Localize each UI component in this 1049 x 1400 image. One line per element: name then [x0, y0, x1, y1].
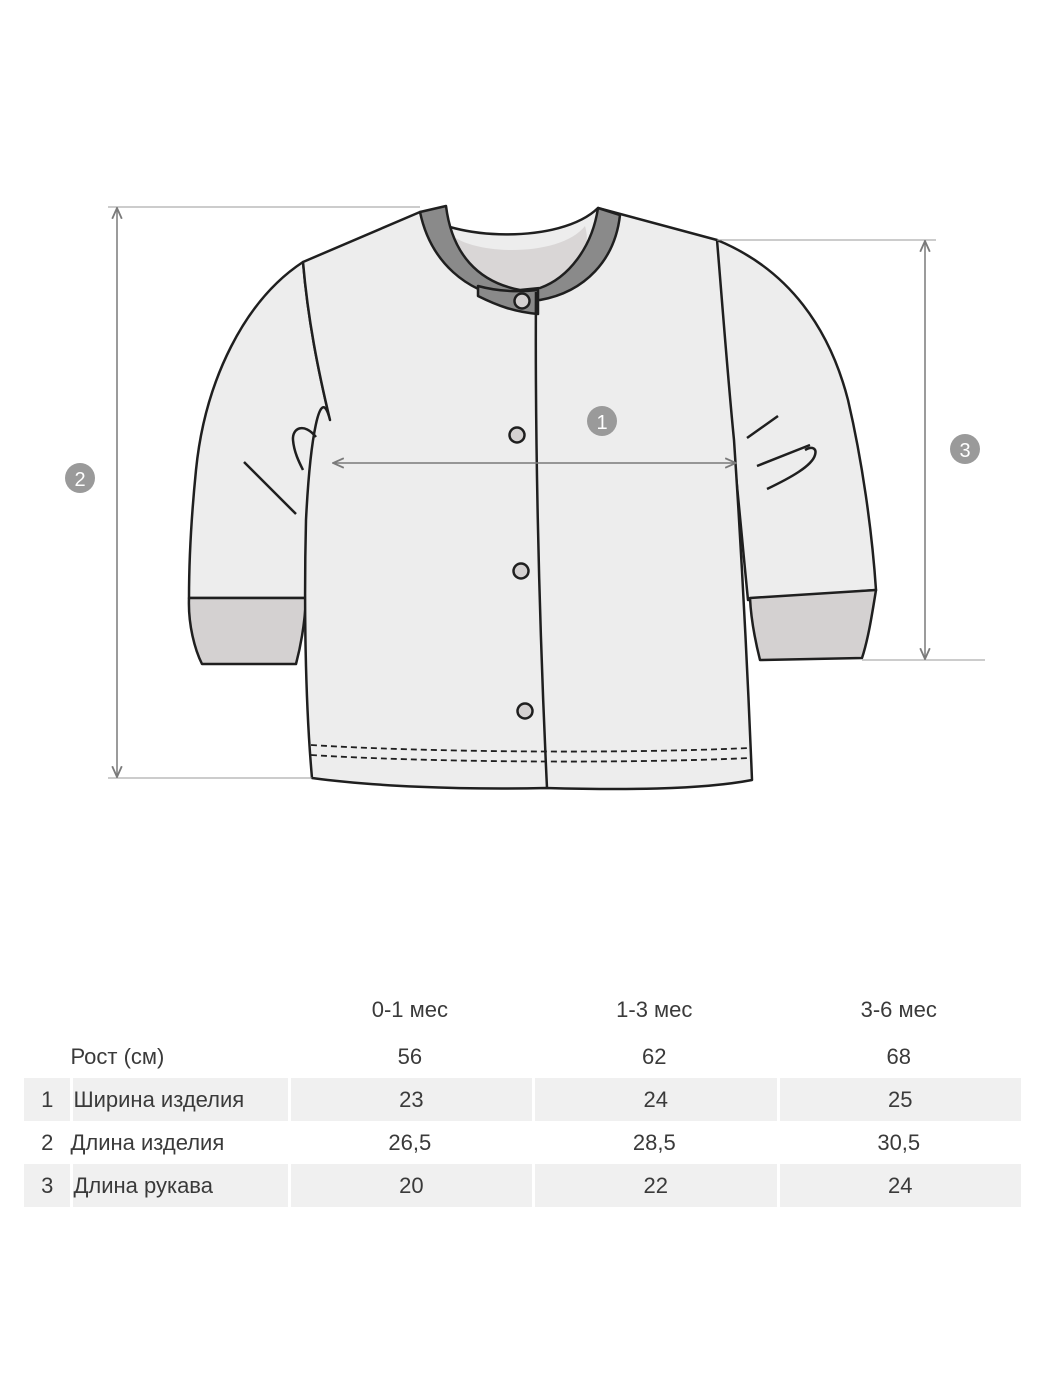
- table-cell: 25: [777, 1078, 1022, 1121]
- table-header-row: [24, 985, 1021, 1035]
- table-cell: 24: [532, 1078, 776, 1121]
- snap-button: [510, 428, 525, 443]
- row-label: Ширина изделия: [70, 1078, 287, 1121]
- table-cell: 22: [532, 1164, 776, 1207]
- table-cell: 28,5: [632, 1129, 676, 1155]
- column-header: 3-6 мес: [860, 997, 937, 1022]
- snap-button: [518, 704, 533, 719]
- table-cell: 24: [777, 1164, 1022, 1207]
- column-header: 1-3 мес: [616, 997, 693, 1022]
- size-table: [24, 985, 1021, 1207]
- row-label: Длина рукава: [70, 1164, 287, 1207]
- row-number: 2: [41, 1129, 54, 1155]
- row-number: 3: [24, 1164, 70, 1207]
- table-row: [24, 1164, 1021, 1207]
- table-cell: 26,5: [388, 1129, 432, 1155]
- left-cuff: [189, 598, 306, 664]
- row-label: Рост (см): [70, 1043, 165, 1069]
- svg-text:2: 2: [74, 469, 86, 491]
- table-row: [24, 1121, 1021, 1164]
- table-row: [24, 1078, 1021, 1121]
- row-label: Длина изделия: [70, 1129, 225, 1155]
- column-header: 0-1 мес: [371, 997, 448, 1022]
- row-number: 1: [24, 1078, 70, 1121]
- marker-width: [587, 406, 617, 436]
- table-cell: 30,5: [877, 1129, 921, 1155]
- svg-text:1: 1: [596, 412, 608, 434]
- table-cell: 20: [288, 1164, 532, 1207]
- height-row: [24, 1035, 1021, 1078]
- marker-sleeve: [950, 434, 980, 464]
- table-cell: 23: [288, 1078, 532, 1121]
- svg-text:3: 3: [959, 440, 971, 462]
- marker-length: [65, 463, 95, 493]
- snap-button: [514, 564, 529, 579]
- right-cuff: [750, 590, 876, 660]
- snap-button: [515, 294, 530, 309]
- table-cell: 56: [397, 1043, 423, 1069]
- table-cell: 62: [642, 1043, 667, 1069]
- table-cell: 68: [886, 1043, 911, 1069]
